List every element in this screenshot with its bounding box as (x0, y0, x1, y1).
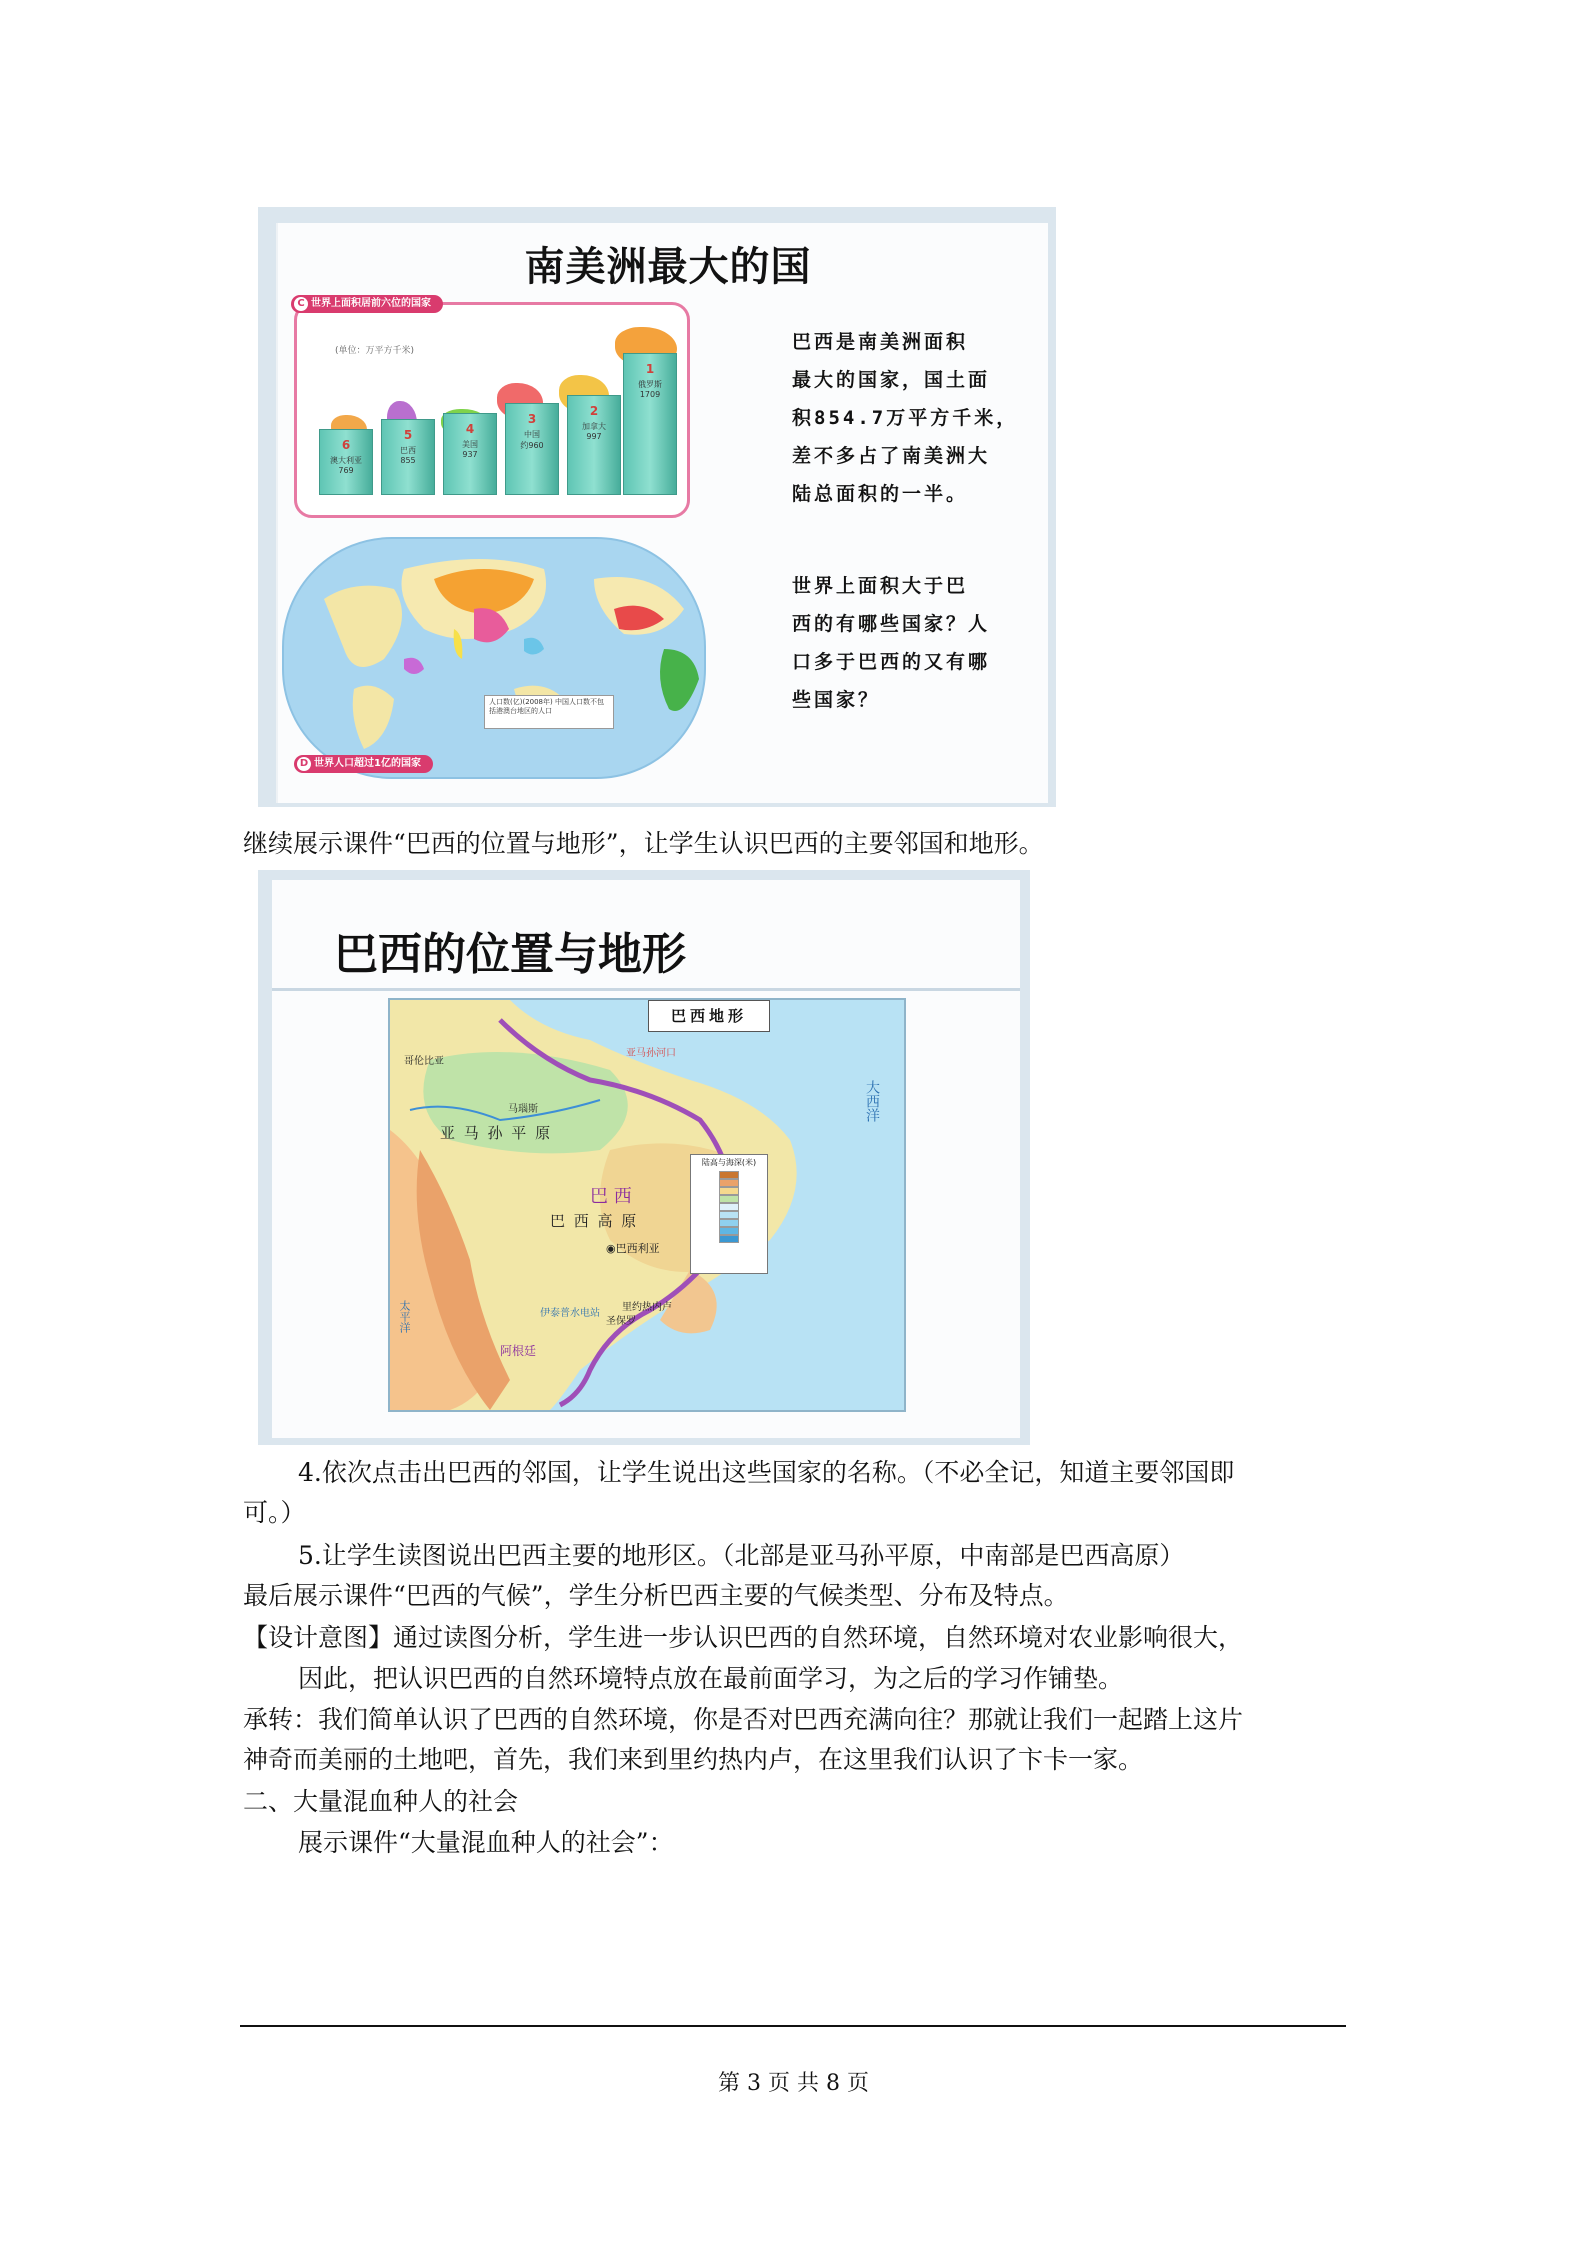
area-rank-chart-panel (294, 298, 690, 518)
legend-title: 陆高与海深(米) (701, 1158, 757, 1167)
text1-line: 差不多占了南美洲大 (792, 445, 991, 467)
rio-label: 里约热内卢 (622, 1302, 672, 1313)
transition-paragraph-cont: 神奇而美丽的土地吧，首先，我们来到里约热内卢，在这里我们认识了卞卡一家。 (243, 1745, 1144, 1774)
brazil-name-label: 巴 西 (590, 1186, 632, 1207)
text1-line: 陆总面积的一半。 (792, 483, 969, 505)
legend-swatch (719, 1195, 739, 1203)
design-intent-paragraph: 【设计意图】通过读图分析，学生进一步认识巴西的自然环境，自然环境对农业影响很大， (243, 1623, 1244, 1652)
legend-swatch (719, 1203, 739, 1211)
intro-paragraph: 继续展示课件“巴西的位置与地形”，让学生认识巴西的主要邻国和地形。 (243, 829, 1044, 858)
text1-line: 最大的国家，国土面 (792, 369, 991, 391)
slide2-title-rule (272, 988, 1020, 991)
itaipu-label: 伊泰普水电站 (540, 1308, 600, 1319)
terrain-legend (690, 1154, 768, 1274)
text2-line: 些国家？ (792, 689, 881, 711)
bar-russia: 1 俄罗斯 1709 (623, 353, 677, 495)
atlantic-label: 大西洋 (864, 1080, 880, 1122)
legend-swatch (719, 1171, 739, 1179)
amazon-plain-label: 亚 马 孙 平 原 (440, 1124, 553, 1142)
colombia-label: 哥伦比亚 (404, 1056, 444, 1067)
transition-paragraph: 承转：我们简单认识了巴西的自然环境，你是否对巴西充满向往？那就让我们一起踏上这片 (243, 1705, 1244, 1734)
slide1-title: 南美洲最大的国 (524, 244, 812, 290)
step-4-paragraph-cont: 可。） (243, 1498, 306, 1527)
amazon-mouth-label: 亚马孙河口 (626, 1048, 676, 1059)
legend-swatch (719, 1211, 739, 1219)
argentina-label: 阿根廷 (500, 1344, 537, 1358)
brasilia-label: ◉巴西利亚 (606, 1242, 660, 1255)
legend-swatch (719, 1179, 739, 1187)
legend-swatch (719, 1187, 739, 1195)
text2-line: 世界上面积大于巴 (792, 575, 969, 597)
bar-china: 3 中国 约960 (505, 403, 559, 495)
step-5-paragraph: 5.让学生读图说出巴西主要的地形区。（北部是亚马孙平原，中南部是巴西高原） (298, 1541, 1185, 1570)
bar-canada: 2 加拿大 997 (567, 395, 621, 495)
slide-largest-country-image (258, 207, 1056, 807)
slide1-text-area (792, 323, 1042, 513)
unit-note: (单位：万平方千米) (335, 346, 415, 356)
legend-swatch (719, 1235, 739, 1243)
text1-line: 巴西是南美洲面积 (792, 331, 969, 353)
slide2-title: 巴西的位置与地形 (334, 929, 686, 980)
bar-usa: 4 美国 937 (443, 413, 497, 495)
slide-brazil-location-image (258, 870, 1030, 1445)
sao-paulo-label: 圣保罗 (606, 1316, 636, 1327)
world-population-map (282, 537, 706, 779)
map-legend: 人口数(亿)(2008年) 中国人口数不包括港澳台地区的人口 (484, 695, 614, 729)
map-label-d: D 世界人口超过1亿的国家 (294, 755, 433, 773)
manaus-label: 马瑙斯 (508, 1104, 538, 1115)
brazil-map-graphic (390, 1000, 904, 1410)
chart-label-c: C 世界上面积居前六位的国家 (291, 295, 443, 313)
climate-paragraph: 最后展示课件“巴西的气候”，学生分析巴西主要的气候类型、分布及特点。 (243, 1581, 1069, 1610)
slide1-question (792, 567, 1042, 719)
footer-rule (240, 2025, 1346, 2027)
section-heading: 二、大量混血种人的社会 (243, 1787, 519, 1816)
show-courseware-paragraph: 展示课件“大量混血种人的社会”： (298, 1828, 674, 1857)
pacific-label: 太平洋 (398, 1300, 411, 1333)
page-number: 第 3 页 共 8 页 (718, 2071, 869, 2096)
text1-line: 积854.7万平方千米， (792, 407, 1019, 429)
design-intent-paragraph-cont: 因此，把认识巴西的自然环境特点放在最前面学习，为之后的学习作铺垫。 (298, 1664, 1124, 1693)
bar-australia: 6 澳大利亚 769 (319, 429, 373, 495)
map-caption: 巴西地形 (648, 1000, 770, 1032)
step-4-paragraph: 4.依次点击出巴西的邻国，让学生说出这些国家的名称。（不必全记，知道主要邻国即 (298, 1458, 1235, 1487)
text2-line: 口多于巴西的又有哪 (792, 651, 991, 673)
brazil-highland-label: 巴 西 高 原 (550, 1212, 639, 1230)
text2-line: 西的有哪些国家？人 (792, 613, 991, 635)
legend-swatch (719, 1227, 739, 1235)
brazil-terrain-map (388, 998, 906, 1412)
bar-brazil: 5 巴西 855 (381, 419, 435, 495)
world-map-graphic (284, 539, 704, 777)
legend-swatch (719, 1219, 739, 1227)
